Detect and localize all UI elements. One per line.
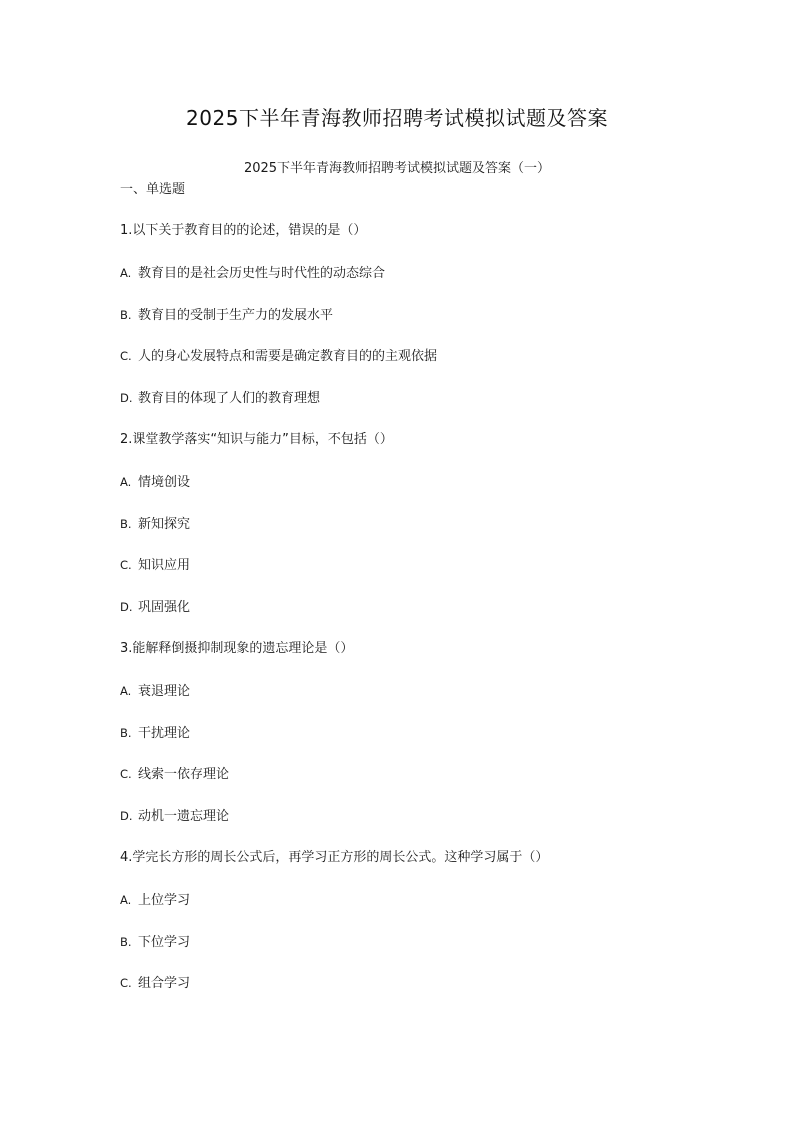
option: A. 衰退理论 [120,683,191,699]
option: A. 教育目的是社会历史性与时代性的动态综合 [120,265,386,281]
question-stem: 4.学完长方形的周长公式后，再学习正方形的周长公式。这种学习属于（） [120,849,549,865]
option: D. 巩固强化 [120,600,191,616]
option: A. 上位学习 [120,892,191,908]
option: C. 组合学习 [120,976,191,992]
question-stem: 2.课堂教学落实“知识与能力”目标，不包括（） [120,431,393,447]
question-stem: 1.以下关于教育目的的论述，错误的是（） [120,223,367,238]
option: A. 情境创设 [120,474,191,490]
option: D. 教育目的体现了人们的教育理想 [120,391,321,407]
option: B. 新知探究 [120,516,191,532]
page-title: 2025下半年青海教师招聘考试模拟试题及答案 [186,106,608,130]
option: C. 线索一依存理论 [120,767,230,783]
option: B. 教育目的受制于生产力的发展水平 [120,307,334,323]
question-stem: 3.能解释倒摄抑制现象的遗忘理论是（） [120,640,354,656]
option: B. 干扰理论 [120,725,191,741]
question-list [120,222,740,1016]
option: C. 人的身心发展特点和需要是确定教育目的的主观依据 [120,349,438,365]
option: C. 知识应用 [120,558,191,574]
option: D. 动机一遗忘理论 [120,809,230,825]
option: B. 下位学习 [120,934,191,950]
section-heading: 一、单选题 [120,182,186,197]
subtitle: 2025下半年青海教师招聘考试模拟试题及答案（一） [243,161,551,176]
